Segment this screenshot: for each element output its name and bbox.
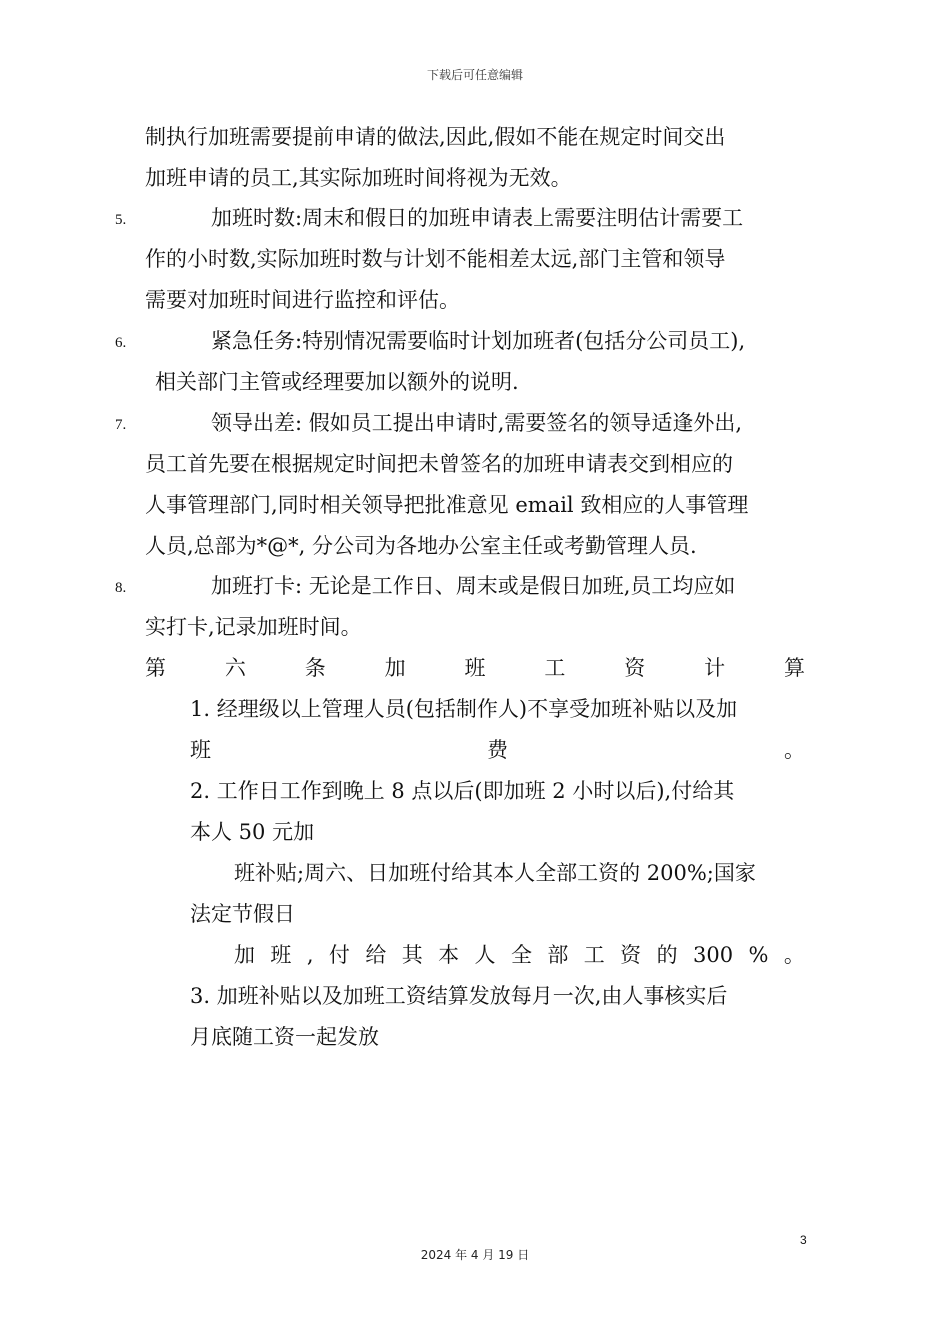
article-label-char: 第 [145, 656, 166, 680]
clause-line: 1. 经理级以上管理人员(包括制作人)不享受加班补贴以及加 [190, 697, 738, 721]
clause-line [234, 940, 805, 970]
list-number: 7. [115, 417, 127, 433]
clause-line: 3. 加班补贴以及加班工资结算发放每月一次,由人事核实后 [190, 984, 728, 1008]
paragraph-line: 制执行加班需要提前申请的做法,因此,假如不能在规定时间交出 [145, 125, 726, 149]
clause-char: 加 [234, 943, 255, 967]
clause-char: 其 [401, 943, 423, 967]
article-title-char: 计 [704, 656, 726, 680]
clause-char: 的 [656, 943, 678, 967]
clause-line: 2. 工作日工作到晚上 8 点以后(即加班 2 小时以后),付给其 [190, 779, 735, 803]
list-item-line: 相关部门主管或经理要加以额外的说明. [155, 370, 519, 394]
list-number: 8. [115, 580, 127, 596]
list-item-line: 人员,总部为*@*, 分公司为各地办公室主任或考勤管理人员. [145, 534, 697, 558]
clause-char: 300 [692, 943, 734, 967]
list-item-line: 员工首先要在根据规定时间把未曾签名的加班申请表交到相应的 [145, 452, 733, 476]
article-label-char: 六 [224, 656, 246, 680]
clause-char: 。 [784, 738, 805, 762]
page-number: 3 [800, 1233, 807, 1247]
clause-char: 部 [547, 943, 569, 967]
clause-char: 班 [270, 943, 292, 967]
clause-char: 资 [620, 943, 642, 967]
list-item-line: 作的小时数,实际加班时数与计划不能相差太远,部门主管和领导 [145, 247, 726, 271]
clause-line: 月底随工资一起发放 [190, 1025, 379, 1049]
page-footer-date: 2024 年 4 月 19 日 [420, 1248, 530, 1262]
list-item-line: 需要对加班时间进行监控和评估。 [145, 288, 460, 312]
list-item-line: 加班时数:周末和假日的加班申请表上需要注明估计需要工 [211, 206, 744, 230]
article-heading [145, 653, 805, 683]
clause-line: 班补贴;周六、日加班付给其本人全部工资的 200%;国家 [234, 861, 756, 885]
clause-char: 本 [438, 943, 460, 967]
clause-line: 法定节假日 [190, 902, 295, 926]
clause-char: 人 [474, 943, 496, 967]
paragraph-line: 加班申请的员工,其实际加班时间将视为无效。 [145, 166, 572, 190]
clause-char: 工 [583, 943, 605, 967]
article-title-char: 工 [544, 656, 566, 680]
clause-char: % [748, 943, 769, 967]
list-number: 5. [115, 212, 127, 228]
clause-char: , [306, 943, 314, 967]
clause-char: 。 [783, 943, 805, 967]
clause-line [190, 735, 805, 765]
clause-char: 给 [365, 943, 387, 967]
article-title-char: 资 [624, 656, 646, 680]
clause-char: 班 [190, 738, 211, 762]
article-label-char: 条 [304, 656, 326, 680]
list-item-line: 领导出差: 假如员工提出申请时,需要签名的领导适逢外出, [211, 411, 743, 435]
list-number: 6. [115, 335, 127, 351]
clause-char: 全 [510, 943, 532, 967]
list-item-line: 人事管理部门,同时相关领导把批准意见 email 致相应的人事管理 [145, 493, 749, 517]
page-header: 下载后可任意编辑 [426, 68, 523, 82]
list-item-line: 加班打卡: 无论是工作日、周末或是假日加班,员工均应如 [211, 574, 736, 598]
clause-line: 本人 50 元加 [190, 820, 315, 844]
article-title-char: 加 [384, 656, 406, 680]
list-item-line: 实打卡,记录加班时间。 [145, 615, 362, 639]
article-title-char: 算 [784, 656, 805, 680]
clause-char: 费 [487, 738, 508, 762]
article-title-char: 班 [464, 656, 486, 680]
clause-char: 付 [328, 943, 350, 967]
list-item-line: 紧急任务:特别情况需要临时计划加班者(包括分公司员工), [211, 329, 746, 353]
